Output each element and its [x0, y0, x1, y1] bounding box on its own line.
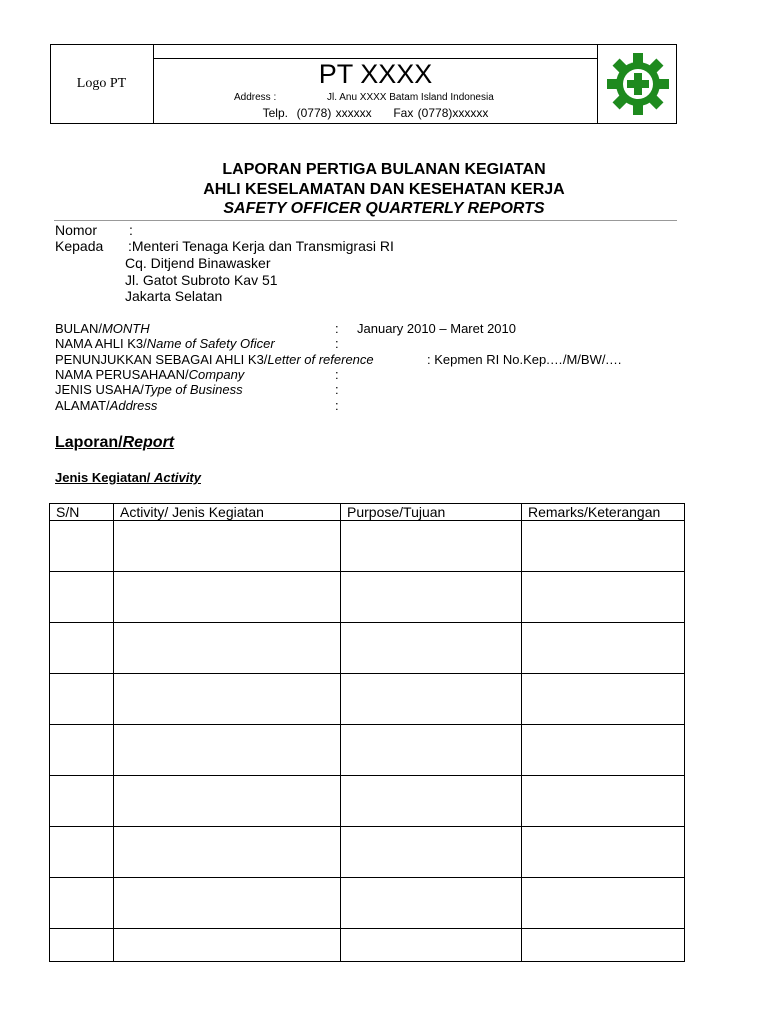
field-business-label: JENIS USAHA/Type of Business — [55, 382, 243, 397]
activity-subheading: Jenis Kegiatan/ Activity — [55, 470, 201, 485]
table-cell[interactable] — [341, 674, 522, 725]
table-cell[interactable] — [50, 827, 114, 878]
field-company-label: NAMA PERUSAHAAN/Company — [55, 367, 245, 382]
title-line-3: SAFETY OFFICER QUARTERLY REPORTS — [223, 200, 545, 217]
table-row — [50, 623, 685, 674]
table-cell[interactable] — [114, 827, 341, 878]
field-reference-value: : Kepmen RI No.Kep.…/M/BW/.… — [427, 352, 623, 367]
table-cell[interactable] — [341, 623, 522, 674]
table-cell[interactable] — [114, 776, 341, 827]
title-line-2: AHLI KESELAMATAN DAN KESEHATAN KERJA — [203, 181, 565, 198]
table-row — [50, 878, 685, 929]
table-row — [50, 674, 685, 725]
contact-line: Telp. (0778) xxxxxx Fax (0778)xxxxxx — [262, 106, 489, 120]
logo-placeholder — [50, 44, 154, 124]
table-cell[interactable] — [114, 521, 341, 572]
field-address-label: ALAMAT/Address — [55, 398, 158, 413]
column-header-remarks: Remarks/Keterangan — [522, 504, 685, 521]
field-month-label: BULAN/MONTH — [55, 321, 150, 336]
table-row — [50, 929, 685, 962]
table-cell[interactable] — [114, 878, 341, 929]
field-month-value: January 2010 – Maret 2010 — [357, 321, 516, 336]
report-heading: Laporan/Report — [55, 434, 175, 451]
emblem-cell — [597, 44, 677, 124]
title-line-1: LAPORAN PERTIGA BULANAN KEGIATAN — [222, 161, 546, 178]
activity-table — [49, 503, 685, 962]
table-cell[interactable] — [50, 725, 114, 776]
table-cell[interactable] — [522, 725, 685, 776]
column-header-purpose: Purpose/Tujuan — [341, 504, 522, 521]
table-cell[interactable] — [50, 929, 114, 962]
table-cell[interactable] — [522, 929, 685, 962]
table-cell[interactable] — [341, 776, 522, 827]
address-label: Address : — [234, 92, 277, 103]
field-officer-label: NAMA AHLI K3/Name of Safety Oficer — [55, 336, 275, 351]
field-officer-colon: : — [335, 336, 339, 351]
recipient-line-4: Jakarta Selatan — [125, 288, 223, 304]
title-rule — [54, 220, 677, 221]
table-cell[interactable] — [50, 572, 114, 623]
table-cell[interactable] — [522, 623, 685, 674]
table-row — [50, 725, 685, 776]
field-month-colon: : — [335, 321, 339, 336]
table-cell[interactable] — [50, 878, 114, 929]
table-cell[interactable] — [522, 878, 685, 929]
table-cell[interactable] — [341, 725, 522, 776]
table-cell[interactable] — [341, 827, 522, 878]
table-row — [50, 521, 685, 572]
table-cell[interactable] — [50, 623, 114, 674]
table-cell[interactable] — [522, 674, 685, 725]
table-header-row — [50, 504, 685, 521]
table-cell[interactable] — [114, 725, 341, 776]
logo-text: Logo PT — [76, 76, 127, 91]
nomor-label: Nomor — [55, 222, 98, 238]
company-name: PT XXXX — [318, 59, 433, 89]
table-cell[interactable] — [341, 521, 522, 572]
nomor-colon: : — [129, 222, 133, 238]
safety-gear-icon — [605, 51, 671, 117]
recipient-line-3: Jl. Gatot Subroto Kav 51 — [125, 272, 278, 288]
table-row — [50, 776, 685, 827]
table-cell[interactable] — [114, 572, 341, 623]
table-cell[interactable] — [50, 521, 114, 572]
table-cell[interactable] — [341, 929, 522, 962]
table-cell[interactable] — [341, 878, 522, 929]
table-cell[interactable] — [50, 674, 114, 725]
field-business-colon: : — [335, 382, 339, 397]
table-cell[interactable] — [114, 674, 341, 725]
column-header-sn: S/N — [50, 504, 114, 521]
kepada-label: Kepada — [55, 238, 104, 254]
table-row — [50, 572, 685, 623]
field-address-colon: : — [335, 398, 339, 413]
recipient-line-2: Cq. Ditjend Binawasker — [125, 255, 271, 271]
table-row — [50, 827, 685, 878]
table-cell[interactable] — [522, 572, 685, 623]
address-value: Jl. Anu XXXX Batam Island Indonesia — [327, 92, 494, 103]
field-reference-label: PENUNJUKKAN SEBAGAI AHLI K3/Letter of reference — [55, 352, 374, 367]
kepada-value: :Menteri Tenaga Kerja dan Transmigrasi RI — [128, 238, 394, 254]
table-cell[interactable] — [114, 929, 341, 962]
field-company-colon: : — [335, 367, 339, 382]
table-cell[interactable] — [522, 521, 685, 572]
table-cell[interactable] — [522, 776, 685, 827]
table-cell[interactable] — [114, 623, 341, 674]
table-cell[interactable] — [522, 827, 685, 878]
table-cell[interactable] — [50, 776, 114, 827]
table-cell[interactable] — [341, 572, 522, 623]
column-header-activity: Activity/ Jenis Kegiatan — [114, 504, 341, 521]
